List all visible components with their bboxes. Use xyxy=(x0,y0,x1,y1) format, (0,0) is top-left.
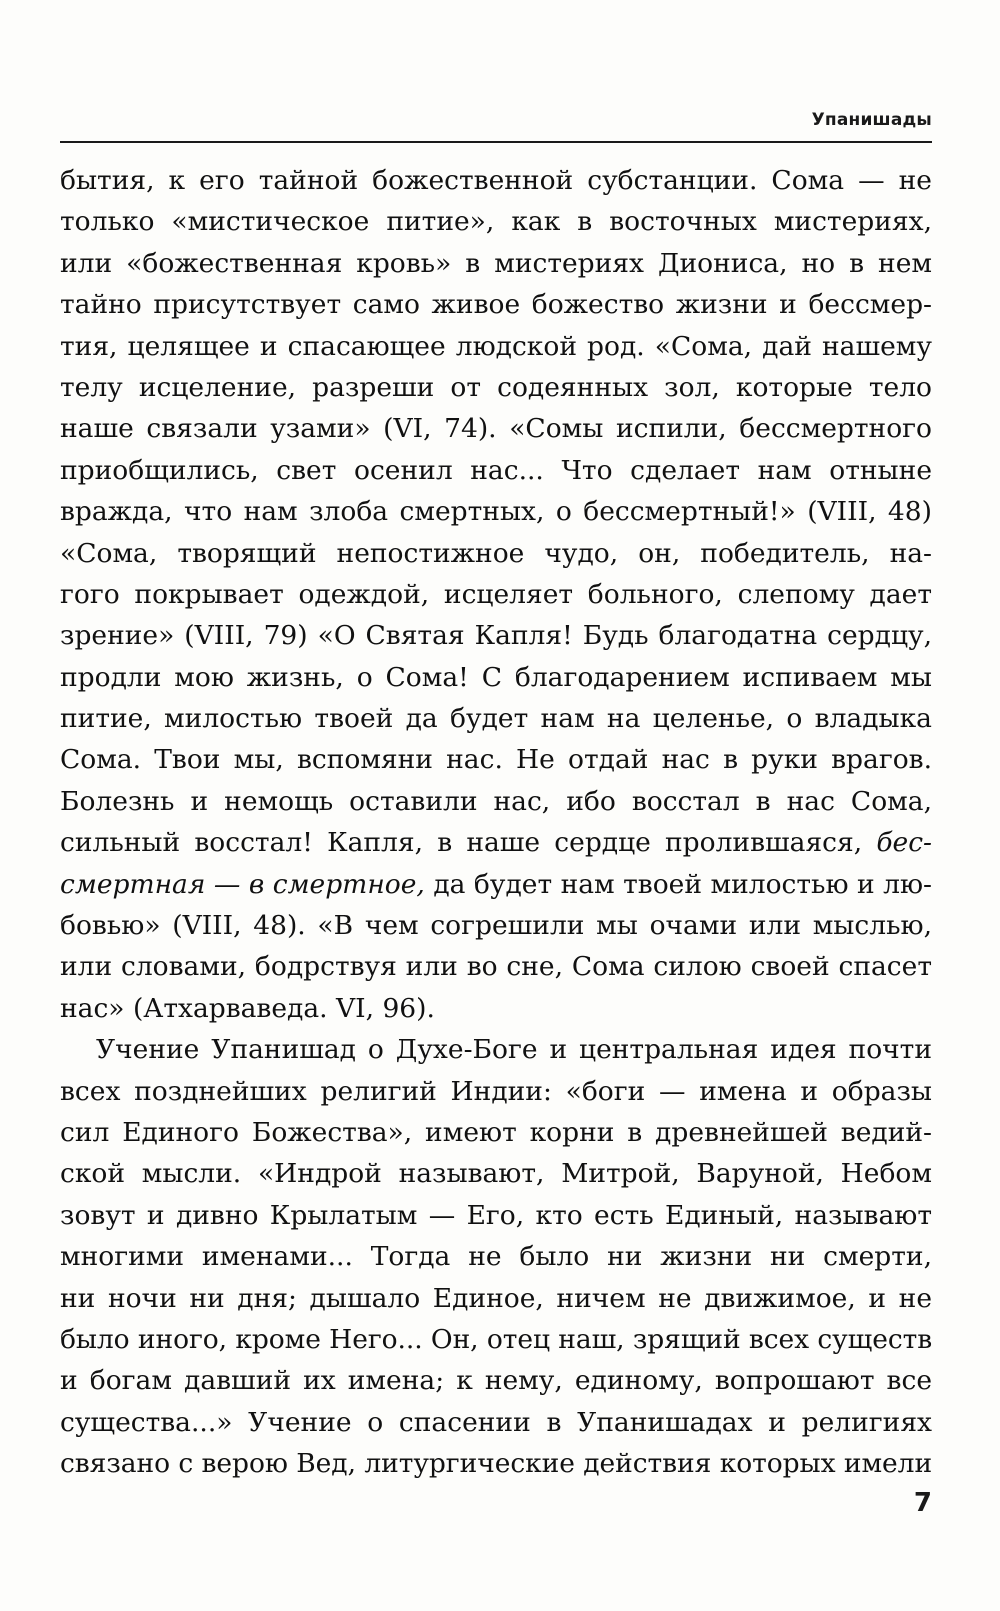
text-segment: всех позднейших религий Индии: «боги — имена и образы xyxy=(60,1075,932,1107)
text-line xyxy=(60,284,932,325)
text-line xyxy=(60,408,932,449)
text-segment: тия, целящее и спасающее людской род. «Сома, дай нашему xyxy=(60,330,932,362)
text-line xyxy=(60,160,932,201)
text-segment: ской мысли. «Индрой называют, Митрой, Варуной, Небом xyxy=(60,1158,932,1190)
text-segment: Учение Упанишад о Духе-Боге и центральная идея почти xyxy=(96,1034,932,1066)
text-line xyxy=(60,1443,932,1484)
running-head: Упанишады xyxy=(811,110,932,130)
text-segment: многими именами... Тогда не было ни жизни ни смерти, xyxy=(60,1241,932,1273)
header-rule xyxy=(60,141,932,143)
text-line xyxy=(60,615,932,656)
text-line xyxy=(60,946,932,987)
italic-segment: смертная — в смертное, xyxy=(60,868,425,900)
text-line xyxy=(60,1278,932,1319)
text-line xyxy=(60,326,932,367)
text-segment: продли мою жизнь, о Сома! С благодарением испиваем мы xyxy=(60,661,932,693)
text-segment: приобщились, свет осенил нас... Что сделает нам отныне xyxy=(60,454,932,486)
text-line xyxy=(60,1195,932,1236)
text-line xyxy=(60,201,932,242)
text-segment: было иного, кроме Него... Он, отец наш, зрящий всех существ xyxy=(60,1323,933,1355)
text-line xyxy=(60,781,932,822)
text-segment: существа...» Учение о спасении в Упанишадах и религиях xyxy=(60,1406,932,1438)
text-segment: и богам давший их имена; к нему, единому, вопрошают все xyxy=(60,1365,932,1397)
page-number: 7 xyxy=(913,1488,932,1518)
text-segment: вражда, что нам злоба смертных, о бессмертный!» (VIII, 48) xyxy=(60,496,932,528)
text-segment: или словами, бодрствуя или во сне, Сома силою своей спасет xyxy=(60,951,932,983)
text-segment: гого покрывает одеждой, исцеляет больного, слепому дает xyxy=(60,578,932,610)
text-line xyxy=(60,739,932,780)
text-segment: только «мистическое питие», как в восточных мистериях, xyxy=(60,206,932,238)
text-line xyxy=(60,1029,932,1070)
text-line xyxy=(60,698,932,739)
text-segment: бовью» (VIII, 48). «В чем согрешили мы очами или мыслью, xyxy=(60,910,932,942)
text-line xyxy=(60,243,932,284)
text-line xyxy=(60,574,932,615)
text-segment: зрение» (VIII, 79) «О Святая Капля! Будь благодатна сердцу, xyxy=(60,620,932,652)
body-text xyxy=(60,160,932,1485)
text-segment: питие, милостью твоей да будет нам на целенье, о владыка xyxy=(60,703,932,735)
text-line xyxy=(60,1071,932,1112)
text-segment: Болезнь и немощь оставили нас, ибо восстал в нас Сома, xyxy=(60,785,932,817)
text-line xyxy=(60,450,932,491)
text-segment: ни ночи ни дня; дышало Единое, ничем не движимое, и не xyxy=(60,1282,932,1314)
text-segment: наше связали узами» (VI, 74). «Сомы испили, бессмертного xyxy=(60,413,932,445)
text-line xyxy=(60,1319,932,1360)
text-line xyxy=(60,864,932,905)
text-segment: зовут и дивно Крылатым — Его, кто есть Единый, называют xyxy=(60,1199,932,1231)
text-segment: нас» (Атхарваведа. VI, 96). xyxy=(60,992,435,1024)
text-segment: сил Единого Божества», имеют корни в древнейшей ведий- xyxy=(60,1116,932,1148)
text-segment: бытия, к его тайной божественной субстанции. Сома — не xyxy=(60,165,932,196)
text-line xyxy=(60,657,932,698)
text-segment: телу исцеление, разреши от содеянных зол, которые тело xyxy=(60,371,932,403)
text-line xyxy=(60,1153,932,1194)
text-line xyxy=(60,988,932,1029)
text-line xyxy=(60,367,932,408)
text-line xyxy=(60,905,932,946)
text-line xyxy=(60,533,932,574)
text-line xyxy=(60,1112,932,1153)
text-segment: да будет нам твоей милостью и лю- xyxy=(424,868,933,900)
text-line xyxy=(60,491,932,532)
text-line xyxy=(60,1360,932,1401)
text-segment: сильный восстал! Капля, в наше сердце пролившаяся, xyxy=(60,827,877,859)
text-line xyxy=(60,1236,932,1277)
text-segment: «Сома, творящий непостижное чудо, он, победитель, на- xyxy=(60,537,932,569)
text-segment: Сома. Твои мы, вспомяни нас. Не отдай нас в руки врагов. xyxy=(60,744,932,776)
text-segment: связано с верою Вед, литургические действия которых имели xyxy=(60,1448,933,1480)
italic-segment: бес- xyxy=(876,827,932,859)
text-segment: или «божественная кровь» в мистериях Диониса, но в нем xyxy=(60,247,932,279)
text-line xyxy=(60,822,932,863)
text-segment: тайно присутствует само живое божество жизни и бессмер- xyxy=(60,289,932,321)
text-line xyxy=(60,1402,932,1443)
